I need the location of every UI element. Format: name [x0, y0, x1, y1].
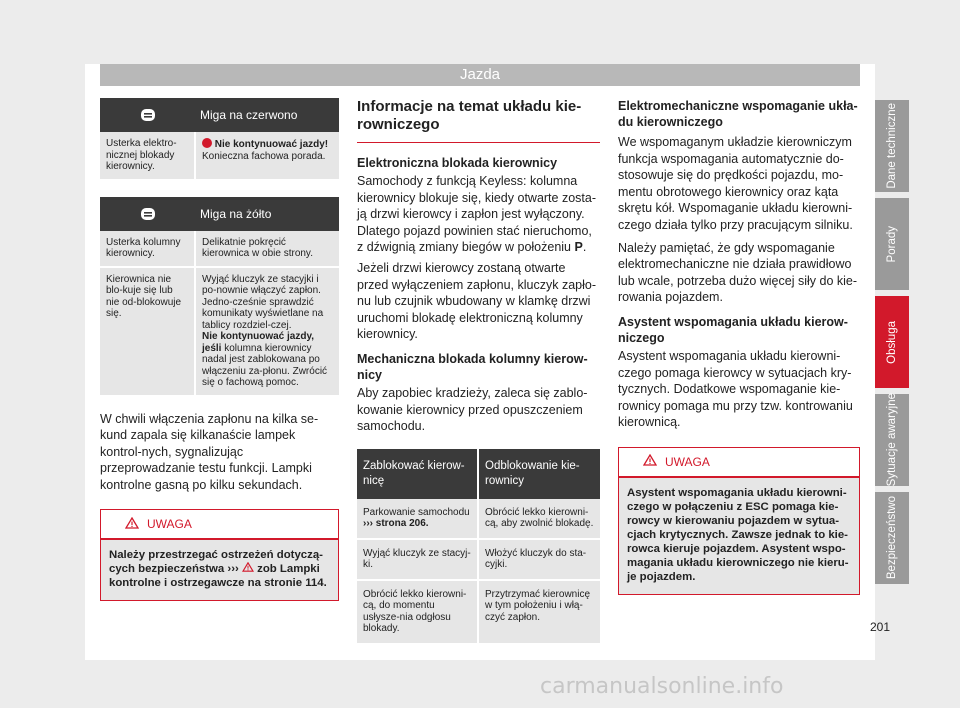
tab-dane-techniczne[interactable]: [875, 100, 909, 192]
paragraph: [357, 173, 600, 256]
watermark: carmanualsonline.info: [540, 674, 784, 699]
warning-label: UWAGA: [665, 454, 710, 469]
cross-ref-link[interactable]: zob Lampki kontrolne i ostrzegawcze na stronie 114.: [109, 563, 327, 590]
side-tabs: [875, 100, 909, 590]
subheading-electronic-lock: Elektroniczna blokada kierownicy: [357, 156, 558, 170]
action-bold: Nie kontynuować jazdy!: [214, 139, 329, 150]
paragraph: Należy pamiętać, że gdy wspomaganie elektromechaniczne nie działa prawidłowo lub wcale, potrzeba dużo więcej siły do kie-rowania pojazdem.: [618, 240, 858, 305]
warning-box: [100, 509, 339, 601]
warning-text: Należy przestrzegać ostrzeżeń dotyczą-cych bezpieczeństwa: [109, 549, 323, 576]
tab-label: Sytuacje awaryjne: [886, 393, 898, 487]
paragraph: We wspomaganym układzie kierowniczym funkcja wspomagania automatycznie do-stosowuje się do prędkości pojazdu, mo-mentu obrotowego kierownicy oraz kąta skrętu kół. Wspomaganie układu kierowni-czego działa tylko przy pracującym silniku.: [618, 135, 853, 232]
steering-warning-icon: [100, 108, 196, 122]
paragraph: Asystent wspomagania układu kierowni-czego pomaga kierowcy w sytuacjach kry-tycznych. Dodatkowe wspomaganie kie-rownicy pomaga mu przy tzw. kontrowaniu kierownicą.: [618, 348, 853, 430]
tab-label: Bezpieczeństwo: [886, 496, 898, 580]
paragraph: Jeżeli drzwi kierowcy zostaną otwarte przed wyłączeniem zapłonu, kluczyk zapło-nu lub czujnik wbudowany w klamkę drzwi uruchomi blokadę elektroniczną kolumny kierownicy.: [357, 260, 596, 342]
lock-table: [357, 449, 600, 645]
tab-sytuacje-awaryjne[interactable]: [875, 394, 909, 486]
tab-porady[interactable]: [875, 198, 909, 290]
action-text: Wyjąć kluczyk ze stacyjki i po-nownie włączyć zapłon. Jedno-cześnie sprawdzić komunikaty wyświetlane na tablicy rozdziel-czej.: [202, 273, 324, 331]
warning-header: [619, 448, 859, 478]
cell-action: Delikatnie pokręcić kierownica w obie strony.: [202, 236, 313, 259]
table-yellow-header: [100, 197, 339, 231]
action-text: Konieczna fachowa porada.: [202, 150, 326, 162]
cell-problem: Usterka elektro-nicznej blokady kierownicy.: [100, 132, 196, 179]
paragraph-text: Samochody z funkcją Keyless: kolumna kierownicy blokuje się, kiedy otwarte zosta-ją drzwi kierowcy i zapłon jest wyłączony. Dlatego pojazd powinien stać nieruchomo, z dźwignią zmiany biegów w położeniu: [357, 174, 596, 255]
table-cell: Wyjąć kluczyk ze stacyj-ki.: [357, 540, 479, 579]
column-left: [100, 98, 339, 601]
gear-position: P: [574, 240, 583, 255]
paragraph: Aby zapobiec kradzieży, zaleca się zablo-kowanie kierownicy przed opuszczeniem samochodu.: [357, 385, 588, 434]
cross-ref-link[interactable]: ››› strona 206.: [363, 518, 429, 530]
column-header: Odblokowanie kie-rownicy: [485, 459, 580, 487]
table-row: [100, 268, 339, 397]
table-cell: Obrócić lekko kierowni-cą, aby zwolnić blokadę.: [485, 506, 594, 530]
tab-label: Dane techniczne: [886, 103, 898, 189]
cell-action: [196, 268, 339, 395]
cell-problem: Kierownica nie blo-kuje się lub nie od-blokowuje się.: [100, 268, 196, 395]
red-stop-icon: [202, 138, 212, 148]
warning-label: UWAGA: [147, 517, 192, 532]
intro-paragraph: W chwili włączenia zapłonu na kilka se-kund zapala się kilkanaście lampek kontrol-nych, sygnalizując przeprowadzanie testu funkcji. Lampki kontrolne gasną po kilku sekundach.: [100, 411, 319, 492]
table-row: [357, 540, 600, 581]
tab-bezpieczenstwo[interactable]: [875, 492, 909, 584]
cell-action: [196, 132, 339, 179]
table-row: [100, 231, 339, 268]
tab-label: Porady: [886, 225, 898, 263]
warning-triangle-icon: [643, 454, 657, 469]
column-right: [618, 98, 860, 595]
table-cell: Obrócić lekko kierowni-cą, do momentu usłysze-nia odgłosu blokady.: [357, 581, 479, 643]
table-cell: Włożyć kluczyk do sta-cyjki.: [485, 547, 587, 571]
table-yellow-title: Miga na żółto: [200, 206, 272, 221]
lock-table-header: [357, 449, 600, 499]
tab-obsluga[interactable]: [875, 296, 909, 388]
subheading-steering-assist: Asystent wspomagania układu kierow-niczego: [618, 314, 848, 345]
cross-ref-arrows: ›››: [227, 563, 239, 576]
warning-body: Asystent wspomagania układu kierowni-czego w połączeniu z ESC pomaga kie-rowcy w kierowaniu pojazdem w sytua-cjach krytycznych. Zawsze jednak to kie-rowca kieruje pojazdem. Asystent wspo-magania układu kierowniczego nie kieru-je pojazdem.: [619, 478, 859, 594]
warning-body: [101, 540, 338, 600]
paragraph-end: .: [582, 240, 587, 255]
table-red-header: [100, 98, 339, 132]
cell-text: Parkowanie samochodu: [363, 506, 470, 518]
section-title: Informacje na temat układu kie-rowniczego: [357, 98, 600, 143]
column-header: Zablokować kierow-nicę: [357, 449, 479, 499]
page-header: Jazda: [100, 64, 860, 86]
table-row: [357, 499, 600, 540]
subheading-power-steering: Elektromechaniczne wspomaganie ukła-du kierowniczego: [618, 99, 858, 129]
warning-box: [618, 447, 860, 595]
subheading-mechanical-lock: Mechaniczna blokada kolumny kierow-nicy: [357, 351, 588, 382]
table-cell: [357, 499, 479, 538]
table-row: [100, 132, 339, 181]
steering-warning-icon: [100, 207, 196, 221]
action-bold: Nie kontynuować jazdy, jeśli: [202, 331, 315, 354]
page-number: 201: [870, 620, 891, 634]
column-middle: [357, 98, 600, 645]
warning-triangle-icon: [242, 563, 254, 575]
table-cell: Przytrzymać kierownicę w tym położeniu i włą-czyć zapłon.: [485, 588, 591, 623]
warning-triangle-icon: [125, 517, 139, 532]
tab-label: Obsługa: [886, 320, 898, 364]
warning-header: [101, 510, 338, 540]
table-row: [357, 581, 600, 645]
cell-problem: Usterka kolumny kierownicy.: [100, 231, 196, 266]
action-tail: kolumna kierownicy nadal jest zablokowana po włączeniu za-płonu. Zwrócić się o fachową pomoc.: [202, 342, 328, 388]
table-red-title: Miga na czerwono: [200, 108, 298, 122]
